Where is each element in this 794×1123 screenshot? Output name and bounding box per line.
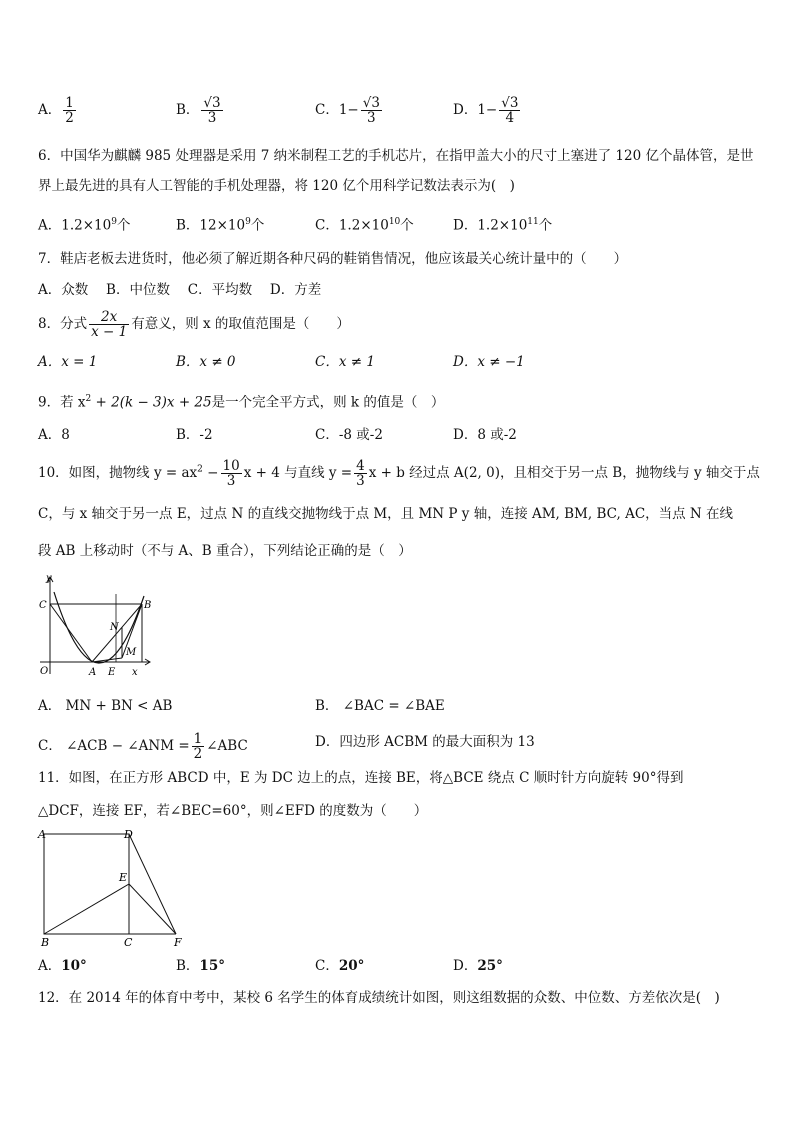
q11-figure [36, 824, 186, 950]
label-a: A [89, 667, 97, 678]
label-n: N [110, 622, 119, 633]
q6-option-c: C．$1.2\times 10^{10}$个 [315, 217, 414, 234]
line-df [129, 834, 176, 934]
q8-option-b: B．x ≠ 0 [176, 354, 236, 370]
q5-option-d: D．1− $\frac{√3}{4}$ [453, 95, 519, 126]
label-y: y [46, 574, 52, 584]
q8-stem: 8．分式 $\frac{2x}{x - 1}$ 有意义，则 x 的取值范围是（ ） [38, 309, 350, 340]
q10-option-b: B． ∠BAC = ∠BAE [315, 698, 445, 714]
q6-option-b: B．$12\times 10^9$个 [176, 217, 265, 234]
label-e: E [119, 871, 128, 884]
q10-stem-line2: C，与 x 轴交于另一点 E，过点 N 的直线交抛物线于点 M，且 MN P y 轴，连接 AM, BM, BC, AC，当点 N 在线 [38, 506, 734, 522]
q9-option-d: D．8 或-2 [453, 427, 517, 443]
q10-figure [36, 574, 156, 680]
line-ac [50, 604, 92, 662]
label-x: x [132, 667, 138, 678]
q10-option-d: D．四边形 ACBM 的最大面积为 13 [315, 734, 535, 750]
line-be [44, 884, 129, 934]
q7-options: A．众数 B．中位数 C．平均数 D．方差 [38, 282, 322, 298]
line-ef [129, 884, 176, 934]
q9-option-a: A．8 [38, 427, 70, 443]
q11-option-c: C．20° [315, 958, 365, 974]
q5-option-b: B． $\frac{√3}{3}$ [176, 95, 221, 126]
q8-option-a: A．x = 1 [38, 354, 98, 370]
q10-stem-line3: 段 AB 上移动时（不与 A、B 重合），下列结论正确的是（ ） [38, 543, 412, 559]
q6-stem-line2: 界上最先进的具有人工智能的手机处理器，将 120 亿个用科学记数法表示为( ) [38, 178, 515, 194]
label-a: A [38, 828, 46, 841]
q10-option-a: A． MN + BN < AB [38, 698, 173, 714]
label-o: O [40, 666, 49, 677]
q5-option-c: C．1− $\frac{√3}{3}$ [315, 95, 380, 126]
q9-stem: 9．若 $x^2 + 2(k - 3)x + 25$是一个完全平方式，则 k 的值是（ ） [38, 394, 445, 411]
q8-option-c: C．x ≠ 1 [315, 354, 375, 370]
q6-stem-line1: 6．中国华为麒麟 985 处理器是采用 7 纳米制程工艺的手机芯片，在指甲盖大小的尺寸上塞进了 120 亿个晶体管，是世 [38, 148, 754, 164]
label-f: F [174, 936, 182, 949]
q10-option-c: C． ∠ACB − ∠ANM = $\frac{1}{2}$ ∠ABC [38, 731, 248, 762]
q12-stem: 12．在 2014 年的体育中考中，某校 6 名学生的体育成绩统计如图，则这组数据的众数、中位数、方差依次是( ) [38, 990, 720, 1006]
q6-option-a: A．$1.2\times 10^9$个 [38, 217, 131, 234]
label-c: C [39, 600, 47, 611]
q9-option-c: C．-8 或-2 [315, 427, 383, 443]
label-c: C [124, 936, 133, 949]
q11-stem-line2: △DCF，连接 EF，若∠BEC=60°，则∠EFD 的度数为（ ） [38, 803, 428, 819]
q11-option-a: A．10° [38, 958, 87, 974]
q11-option-b: B．15° [176, 958, 225, 974]
label-b: B [41, 936, 50, 949]
q6-option-d: D．$1.2\times 10^{11}$个 [453, 217, 553, 234]
q9-option-b: B．-2 [176, 427, 213, 443]
q11-stem-line1: 11．如图，在正方形 ABCD 中，E 为 DC 边上的点，连接 BE，将△BCE 绕点 C 顺时针方向旋转 90°得到 [38, 770, 684, 786]
q7-stem: 7．鞋店老板去进货时，他必须了解近期各种尺码的鞋销售情况，他应该最关心统计量中的（ ） [38, 251, 628, 267]
q10-stem-line1: 10．如图，抛物线 $y = ax^2$ − $\frac{10}{3}$ x + 4 与直线 y = $\frac{4}{3}$ x + b 经过点 A(2, 0)，且相交于另一点 B，抛物线与 y 轴交于点 [38, 458, 760, 489]
label-b: B [144, 600, 152, 611]
label-e: E [108, 667, 116, 678]
q5-option-a: A． $\frac{1}{2}$ [38, 95, 74, 126]
label-m: M [126, 647, 137, 658]
q8-option-d: D．x ≠ −1 [453, 354, 525, 370]
q11-option-d: D．25° [453, 958, 503, 974]
square-abcd [44, 834, 129, 934]
label-d: D [124, 828, 133, 841]
